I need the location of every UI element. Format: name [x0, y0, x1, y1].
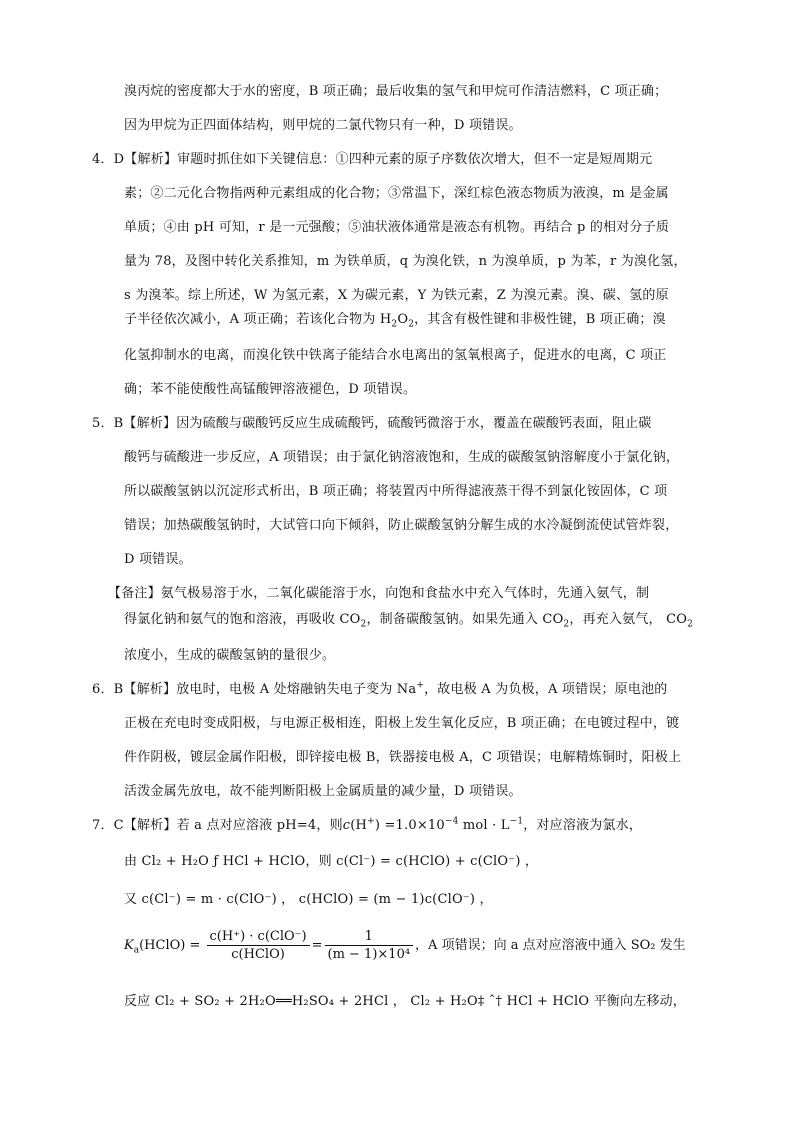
item4-line-1: 4．D【解析】审题时抓住如下关键信息：①四种元素的原子序数依次增大，但不一定是短周期元 — [92, 152, 653, 167]
intro-line-1: 溴丙烷的密度都大于水的密度，B 项正确；最后收集的氢气和甲烷可作清洁燃料，C 项正确； — [124, 84, 668, 99]
item5-note-line-1: 【备注】氨气极易溶于水，二氧化碳能溶于水，向饱和食盐水中充入气体时，先通入氨气，制 — [108, 586, 650, 601]
item5-line-2: 酸钙与硫酸进一步反应，A 项错误；由于氯化钠溶液饱和，生成的碳酸氢钠溶解度小于氯化钠， — [124, 450, 680, 465]
item5-line-5: D 项错误。 — [124, 552, 192, 567]
item4-line-4: 量为 78，及图中转化关系推知，m 为铁单质，q 为溴化铁，n 为溴单质，p 为苯，r 为溴化氢， — [124, 254, 687, 269]
item7-line-3: 又 c(Cl⁻) = m · c(ClO⁻) ， c(HClO) = (m − 1)c(ClO⁻) ， — [124, 892, 493, 907]
item4-line-8: 确；苯不能使酸性高锰酸钾溶液褪色，D 项错误。 — [124, 382, 417, 397]
item6-line-4: 活泼金属先放电，故不能判断阳极上金属质量的减少量，D 项错误。 — [124, 784, 522, 799]
item5-line-4: 错误；加热碳酸氢钠时，大试管口向下倾斜，防止碳酸氢钠分解生成的水冷凝倒流使试管炸裂， — [124, 518, 679, 533]
item5-note-line-3: 浓度小，生成的碳酸氢钠的量很少。 — [124, 648, 336, 663]
item4-line-5: s 为溴苯。综上所述，W 为氢元素，X 为碳元素，Y 为铁元素，Z 为溴元素。溴、碳、氢的原 — [124, 288, 669, 303]
item6-line-3: 件作阴极，镀层金属作阳极，即锌接电极 B，铁器接电极 A，C 项错误；电解精炼铜时，阳极上 — [124, 750, 682, 765]
fraction-ka-value: $\frac{1}{\text{(m − 1)×10⁴}}$ — [325, 928, 414, 963]
item5-note-line-2: 得氯化钠和氨气的饱和溶液，再吸收 $CO_2$，制备碳酸氢钠。如果先通入 $CO_2$，再充入氨气， $CO_2$ — [124, 612, 694, 630]
item6-line-2: 正极在充电时变成阳极，与电源正极相连，阳极上发生氧化反应，B 项正确；在电镀过程中，镀 — [124, 716, 680, 731]
intro-line-2: 因为甲烷为正四面体结构，则甲烷的二氯代物只有一种，D 项错误。 — [124, 118, 522, 133]
item7-ka-equation: $K_a(HClO)$ = $\frac{\text{c(H⁺) · c(ClO⁻)}}{\text{c(HClO)}}$ = $\frac{1}{\text{(m − 1)×10⁴}}$ ，A 项错误；向 a 点对应溶液中通入 SO₂ 发生 — [124, 929, 686, 962]
item7-last-line: 反应 Cl₂ + SO₂ + 2H₂O══H₂SO₄ + 2HCl ， Cl₂ + H₂O‡ ˆ† HCl + HClO 平衡向左移动， — [124, 994, 686, 1009]
item6-line-1: 6．B【解析】放电时，电极 A 处熔融钠失电子变为 Na+，故电极 A 为负极，A 项错误；原电池的 — [92, 680, 668, 697]
item4-line-6: 子半径依次减小，A 项正确；若该化合物为 $H_2O_2$，其含有极性键和非极性键，B 项正确；溴 — [124, 312, 666, 330]
item4-line-3: 单质；④由 pH 可知，r 是一元强酸；⑤油状液体通常是液态有机物。再结合 p 的相对分子质 — [124, 220, 670, 235]
item4-line-7: 化氢抑制水的电离，而溴化铁中铁离子能结合水电离出的氢氧根离子，促进水的电离，C 项正 — [124, 348, 667, 363]
item7-line-2: 由 Cl₂ + H₂O ƒ HCl + HClO，则 c(Cl⁻) = c(HClO) + c(ClO⁻) ， — [124, 854, 539, 869]
item4-line-2: 素；②二元化合物指两种元素组成的化合物；③常温下，深红棕色液态物质为液溴，m 是金属 — [124, 186, 669, 201]
item5-line-3: 所以碳酸氢钠以沉淀形式析出，B 项正确；将装置丙中所得滤液蒸干得不到氯化铵固体，C 项 — [124, 484, 668, 499]
item5-line-1: 5．B【解析】因为硫酸与碳酸钙反应生成硫酸钙，硫酸钙微溶于水，覆盖在碳酸钙表面，阻止碳 — [92, 416, 652, 431]
fraction-ka-definition: $\frac{\text{c(H⁺) · c(ClO⁻)}}{\text{c(HClO)}}$ — [207, 928, 310, 963]
item7-line-1: 7．C【解析】若 a 点对应溶液 pH=4，则$c(H^+) =1.0\times 10^{-4}$ mol · $L^{-1}$，对应溶液为氯水， — [92, 816, 643, 833]
